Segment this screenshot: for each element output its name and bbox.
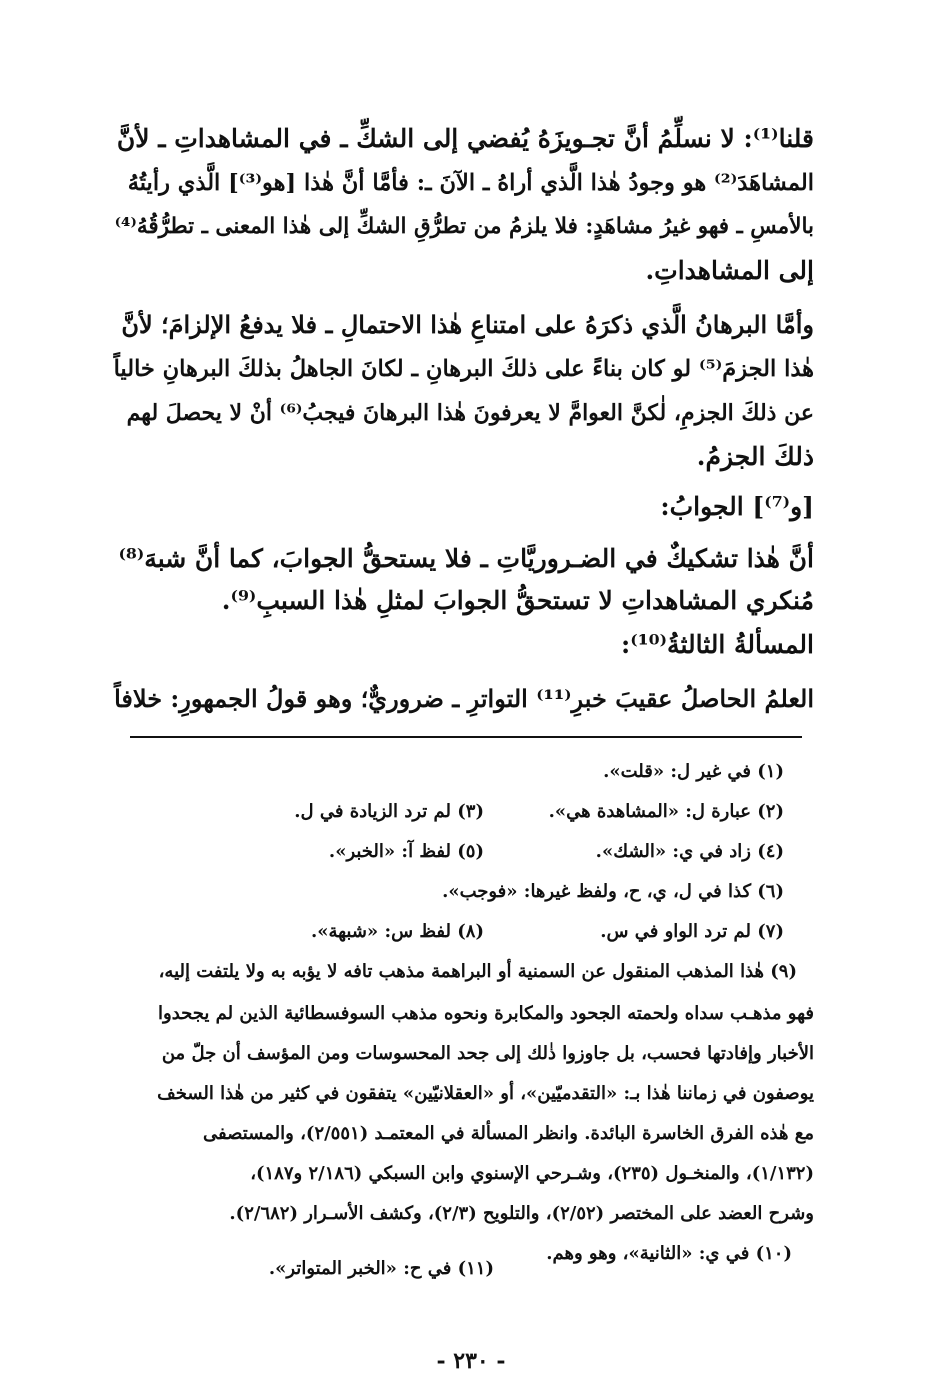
text-line: المشاهَدَ⁽²⁾ هو وجودُ هٰذا الَّذي أراهُ ـ الآنَ ـ: فأمَّا أنَّ هٰذا [هو⁽³⁾] الَّذي رأيتُهُ — [127, 170, 814, 196]
footnote-7: (٧) لم ترد الواو في س. — [600, 921, 784, 942]
footnote-10: (١٠) في ي: «الثانية»، وهو وهم. — [546, 1243, 792, 1264]
footnote-8: (٨) لفظ س: «شبهة». — [310, 921, 484, 942]
text-line: ذلكَ الجزمُ. — [696, 442, 814, 471]
section-heading: المسألةُ الثالثةُ⁽¹⁰⁾: — [621, 630, 814, 659]
footnote-9: فهو مذهـب سداه ولحمته الجحود والمكابرة ونحوه مذهب السوفسطائية الذين لم يجحدوا — [158, 1003, 814, 1024]
section-heading: [و⁽⁷⁾] الجوابُ: — [660, 492, 814, 521]
footnote-separator — [130, 736, 802, 738]
text-line: أنَّ هٰذا تشكيكٌ في الضـروريَّاتِ ـ فلا يستحقُّ الجوابَ، كما أنَّ شبهَ⁽⁸⁾ — [118, 544, 814, 573]
footnote-9: مع هٰذه الفرق الخاسرة البائدة. وانظر المسألة في المعتمـد (٢/٥٥١)، والمستصفى — [203, 1123, 814, 1144]
text-line: بالأمسِ ـ فهو غيرُ مشاهَدٍ: فلا يلزمُ من تطرُّقِ الشكِّ إلى هٰذا المعنى ـ تطرُّقُهُ⁽⁴⁾ — [114, 214, 814, 239]
text-line: العلمُ الحاصلُ عقيبَ خبرِ⁽¹¹⁾ التواترِ ـ ضروريٌّ؛ وهو قولُ الجمهورِ: خلافاً — [114, 684, 814, 713]
text-line: مُنكري المشاهداتِ لا تستحقُّ الجوابَ لمثلِ هٰذا السببِ⁽⁹⁾. — [221, 586, 814, 615]
text-line: إلى المشاهداتِ. — [645, 256, 814, 285]
footnote-5: (٥) لفظ آ: «الخبر». — [328, 841, 484, 862]
footnote-2: (٢) عبارة ل: «المشاهدة هي». — [548, 801, 784, 822]
footnote-9: الأخبار وإفادتها فحسب، بل جاوزوا ذٰلك إلى جحد المحسوسات ومن المؤسف أن جلّ من — [161, 1043, 814, 1064]
text-line: وأمَّا البرهانُ الَّذي ذكرَهُ على امتناعِ هٰذا الاحتمالِ ـ فلا يدفعُ الإلزامَ؛ لأنَّ — [121, 310, 814, 339]
footnote-11: (١١) في ح: «الخبر المتواتر». — [268, 1258, 494, 1279]
text-line: عن ذلكَ الجزمِ، لٰكنَّ العوامَّ لا يعرفونَ هٰذا البرهانَ فيجبُ⁽⁶⁾ أنْ لا يحصلَ لهم — [126, 400, 814, 426]
footnote-6: (٦) كذا في ل، ي، ح، ولفظ غيرها: «فوجب». — [442, 881, 784, 902]
footnote-9: يوصفون في زماننا هٰذا بـ: «التقدميّين»، أو «العقلانيّين» يتفقون في كثير من هٰذا السخف — [157, 1083, 814, 1104]
footnote-9: وشرح العضد على المختصر (٢/٥٢)، والتلويح (٢/٣)، وكشف الأسـرار (٢/٦٨٢). — [229, 1203, 814, 1224]
footnote-3: (٣) لم ترد الزيادة في ل. — [294, 801, 484, 822]
footnote-4: (٤) زاد في ي: «الشك». — [595, 841, 784, 862]
footnote-1: (١) في غير ل: «قلت». — [603, 761, 784, 782]
text-line: قلنا⁽¹⁾: لا نسلِّمُ أنَّ تجـويزَهُ يُفضي إلى الشكِّ ـ في المشاهداتِ ـ لأنَّ — [116, 124, 814, 153]
page-number: - ٢٣٠ - — [436, 1348, 506, 1374]
footnote-9: (١/١٣٢)، والمنخـول (٢٣٥)، وشـرحي الإسنوي وابن السبكي (٢/١٨٦ و١٨٧)، — [250, 1163, 814, 1184]
text-line: هٰذا الجزمَ⁽⁵⁾ لو كان بناءً على ذلكَ البرهانِ ـ لكانَ الجاهلُ بذلكَ البرهانِ خالياً — [113, 356, 814, 382]
footnote-9: (٩) هٰذا المذهب المنقول عن السمنية أو البراهمة مذهب تافه لا يؤبه به ولا يلتفت إليه، — [158, 961, 797, 982]
main-text — [114, 120, 814, 720]
